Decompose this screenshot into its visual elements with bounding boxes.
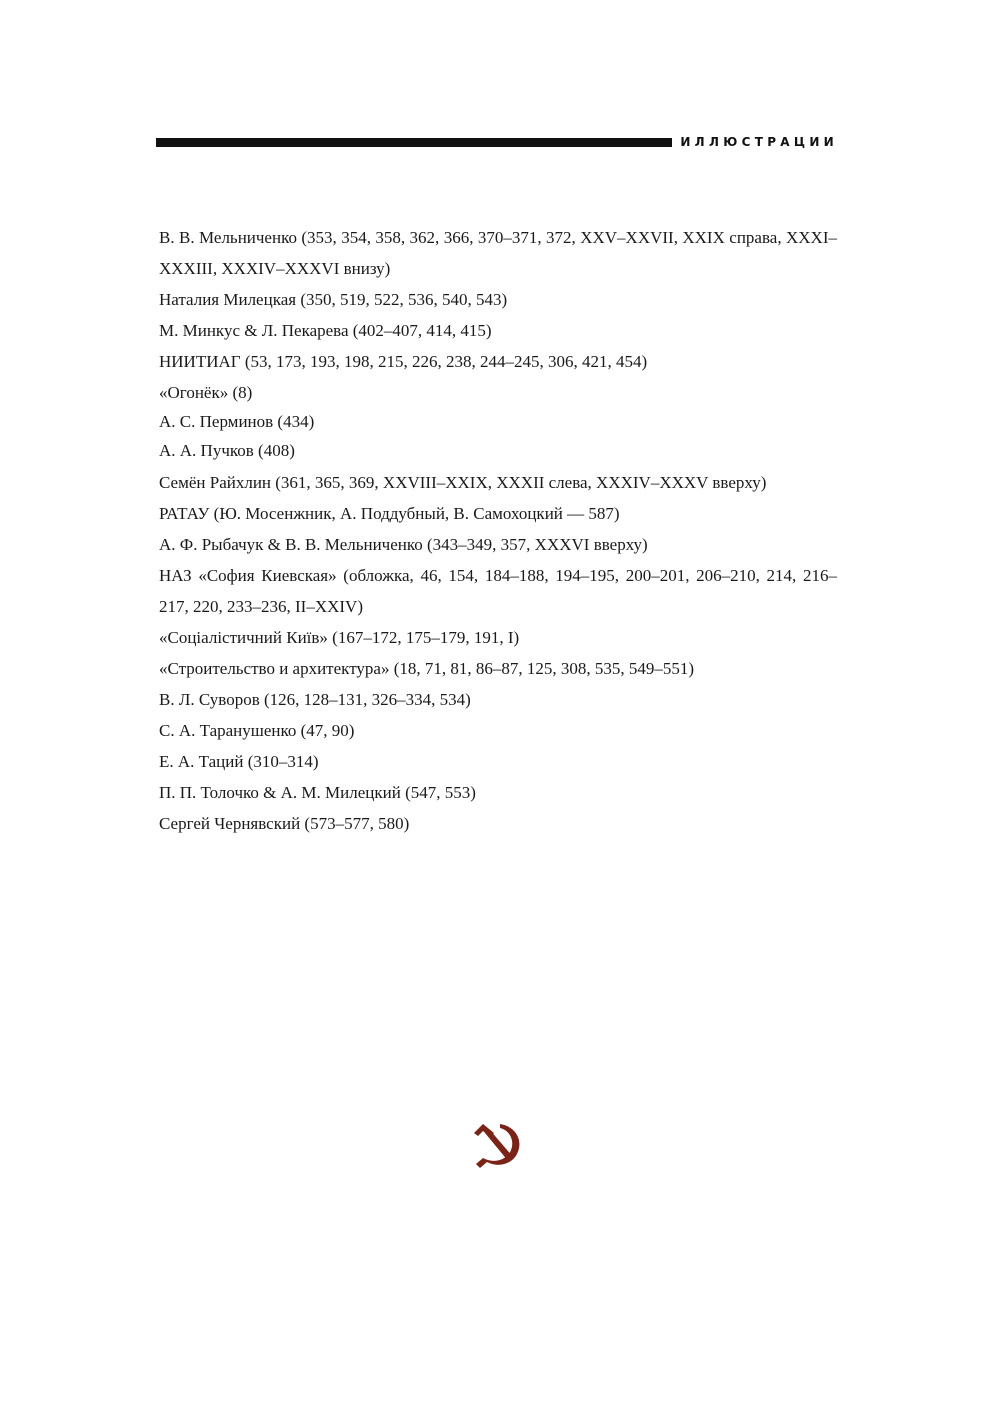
credit-entry: М. Минкус & Л. Пекарева (402–407, 414, 415) xyxy=(159,321,492,340)
credit-entry: Сергей Чернявский (573–577, 580) xyxy=(159,814,410,833)
credit-entry: РАТАУ (Ю. Мосенжник, А. Поддубный, В. Самохоцкий — 587) xyxy=(159,504,620,523)
credit-entry: НАЗ «София Киевская» (обложка, 46, 154, 184–188, 194–195, 200–201, 206–210, 214, 216–217, 220, 233–236, II–XXIV) xyxy=(159,566,837,616)
credit-entry: А. А. Пучков (408) xyxy=(159,441,295,460)
credit-entry: А. С. Перминов (434) xyxy=(159,412,315,431)
page-header xyxy=(156,134,838,150)
credit-entry: «Огонёк» (8) xyxy=(159,383,253,402)
hammer-and-sickle-icon xyxy=(470,1120,526,1172)
credit-entry: НИИТИАГ (53, 173, 193, 198, 215, 226, 238, 244–245, 306, 421, 454) xyxy=(159,352,648,371)
credit-entry: Наталия Милецкая (350, 519, 522, 536, 540, 543) xyxy=(159,290,508,309)
header-rule xyxy=(156,138,672,147)
credit-entry: Семён Райхлин (361, 365, 369, XXVIII–XXIX, XXXII слева, XXXIV–XXXV вверху) xyxy=(159,473,767,492)
credit-entry: П. П. Толочко & А. М. Милецкий (547, 553) xyxy=(159,783,476,802)
credit-entry: А. Ф. Рыбачук & В. В. Мельниченко (343–349, 357, XXXVI вверху) xyxy=(159,535,648,554)
credit-entry: «Соціалістичний Київ» (167–172, 175–179, 191, I) xyxy=(159,628,520,647)
credit-entry: В. В. Мельниченко (353, 354, 358, 362, 366, 370–371, 372, XXV–XXVII, XXIX справа, XXXI–XXXIII, XXXIV–XXXVI внизу) xyxy=(159,228,837,278)
credit-entry: С. А. Таранушенко (47, 90) xyxy=(159,721,355,740)
credit-entry: В. Л. Суворов (126, 128–131, 326–334, 534) xyxy=(159,690,471,709)
credit-entry: «Строительство и архитектура» (18, 71, 81, 86–87, 125, 308, 535, 549–551) xyxy=(159,659,695,678)
section-title: ИЛЛЮСТРАЦИИ xyxy=(680,135,838,149)
illustration-credits-list xyxy=(159,222,837,839)
credit-entry: Е. А. Таций (310–314) xyxy=(159,752,319,771)
